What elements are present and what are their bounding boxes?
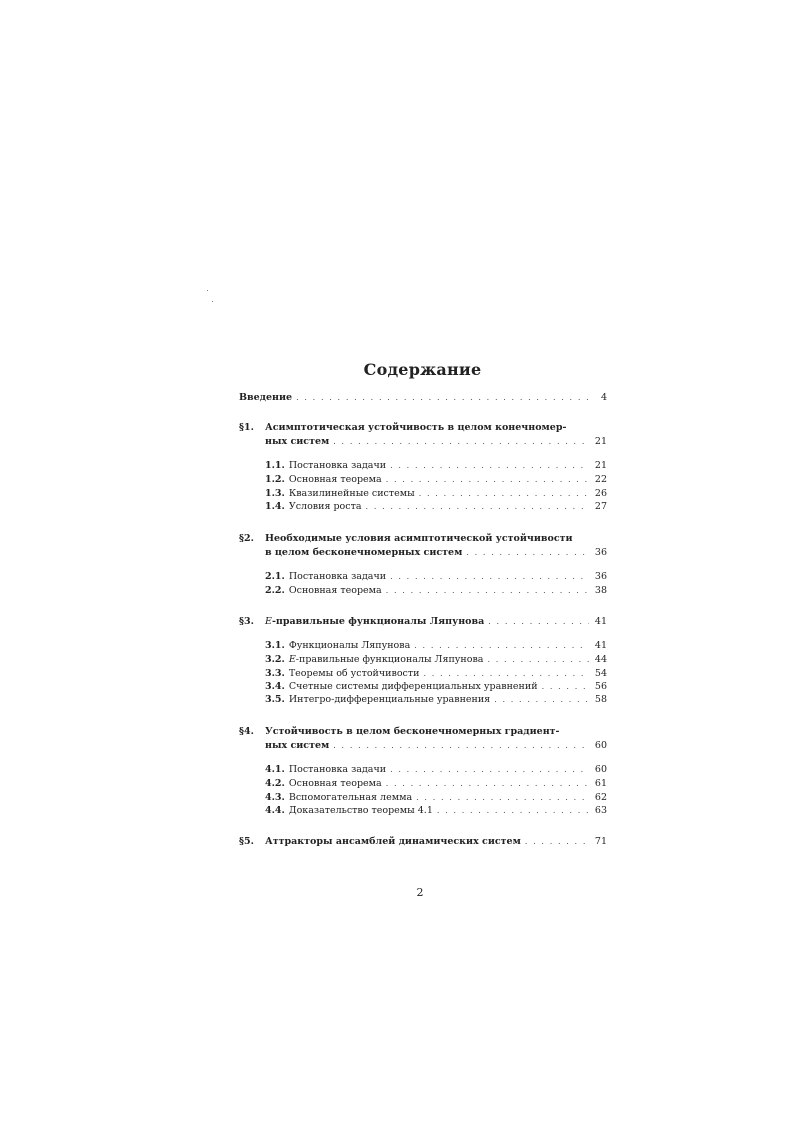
subentry-page: 41 <box>594 640 607 651</box>
scan-speck <box>212 301 213 302</box>
section-title-line2: ных систем <box>265 740 330 751</box>
subentry-number: 3.4. <box>265 681 285 692</box>
section-page: 71 <box>594 836 607 847</box>
toc-entry-intro <box>239 392 607 404</box>
subentry-number: 2.2. <box>265 585 285 596</box>
toc-section-2-title <box>239 533 573 545</box>
subentry-number: 1.3. <box>265 488 285 499</box>
subentry-page: 36 <box>594 571 607 582</box>
dot-leader <box>423 668 589 680</box>
subentry-number: 4.1. <box>265 764 285 775</box>
toc-subentry <box>265 764 607 776</box>
subentry-page: 62 <box>594 792 607 803</box>
toc-subentry <box>265 474 607 486</box>
subentry-page: 58 <box>594 694 607 705</box>
section-number: §1. <box>239 422 254 433</box>
dot-leader <box>466 547 589 559</box>
subentry-number: 4.3. <box>265 792 285 803</box>
subentry-number: 3.2. <box>265 654 285 665</box>
subentry-label-math: E <box>288 654 296 665</box>
subentry-number: 3.1. <box>265 640 285 651</box>
section-title-line1: Аттракторы ансамблей динамических систем <box>265 836 521 847</box>
subentry-label: Интегро-дифференциальные уравнения <box>288 694 491 705</box>
dot-leader <box>296 392 589 404</box>
dot-leader <box>525 836 589 848</box>
subentry-label: Вспомогательная лемма <box>288 792 413 803</box>
section-title-math: E <box>265 616 272 627</box>
section-number: §4. <box>239 726 254 737</box>
subentry-number: 2.1. <box>265 571 285 582</box>
subentry-number: 3.5. <box>265 694 285 705</box>
toc-section-1-title <box>239 422 566 434</box>
section-page: 21 <box>594 436 607 447</box>
subentry-page: 61 <box>594 778 607 789</box>
toc-section-5-title <box>239 836 607 848</box>
subentry-page: 21 <box>594 460 607 471</box>
dot-leader <box>386 474 589 486</box>
section-title-line1: -правильные функционалы Ляпунова <box>271 616 485 627</box>
toc-subentry <box>265 778 607 790</box>
dot-leader <box>390 460 589 472</box>
subentry-page: 63 <box>594 805 607 816</box>
toc-subentry <box>265 792 607 804</box>
toc-section-4-cont <box>265 740 607 752</box>
subentry-number: 3.3. <box>265 668 285 679</box>
section-title-line1: Асимптотическая устойчивость в целом конечномер- <box>265 422 567 433</box>
subentry-page: 38 <box>594 585 607 596</box>
dot-leader <box>333 740 589 752</box>
subentry-number: 1.1. <box>265 460 285 471</box>
toc-subentry <box>265 585 607 597</box>
section-title-line2: в целом бесконечномерных систем <box>265 547 463 558</box>
toc-heading: Содержание <box>363 360 482 379</box>
dot-leader <box>494 694 589 706</box>
section-title-line1: Необходимые условия асимптотической устойчивости <box>265 533 573 544</box>
section-title-line1: Устойчивость в целом бесконечномерных градиент- <box>265 726 560 737</box>
toc-subentry <box>265 501 607 513</box>
toc-section-3-title <box>239 616 607 628</box>
section-title-line2: ных систем <box>265 436 330 447</box>
toc-subentry <box>265 460 607 472</box>
subentry-label: Условия роста <box>288 501 362 512</box>
subentry-label: Теоремы об устойчивости <box>288 668 420 679</box>
scan-speck <box>207 290 208 291</box>
toc-subentry <box>265 805 607 817</box>
subentry-number: 4.2. <box>265 778 285 789</box>
toc-section-1-cont <box>265 436 607 448</box>
toc-subentry <box>265 488 607 500</box>
subentry-label: Квазилинейные системы <box>288 488 415 499</box>
subentry-page: 56 <box>594 681 607 692</box>
dot-leader <box>416 792 589 804</box>
subentry-label: Функционалы Ляпунова <box>288 640 411 651</box>
subentry-page: 54 <box>594 668 607 679</box>
toc-subentry <box>265 668 607 680</box>
subentry-label: Постановка задачи <box>288 571 387 582</box>
subentry-page: 22 <box>594 474 607 485</box>
subentry-number: 4.4. <box>265 805 285 816</box>
subentry-page: 60 <box>594 764 607 775</box>
subentry-label: Постановка задачи <box>288 460 387 471</box>
dot-leader <box>487 654 589 666</box>
dot-leader <box>419 488 589 500</box>
subentry-page: 26 <box>594 488 607 499</box>
toc-subentry <box>265 571 607 583</box>
subentry-page: 27 <box>594 501 607 512</box>
subentry-number: 1.4. <box>265 501 285 512</box>
toc-entry-page: 4 <box>600 392 607 403</box>
subentry-label: -правильные функционалы Ляпунова <box>295 654 484 665</box>
toc-entry-label: Введение <box>239 392 293 403</box>
toc-subentry <box>265 654 607 666</box>
toc-subentry <box>265 640 607 652</box>
toc-section-4-title <box>239 726 560 738</box>
toc-subentry <box>265 694 607 706</box>
section-page: 36 <box>594 547 607 558</box>
dot-leader <box>390 764 589 776</box>
section-number: §2. <box>239 533 254 544</box>
subentry-label: Счетные системы дифференциальных уравнений <box>288 681 538 692</box>
subentry-label: Основная теорема <box>288 474 382 485</box>
dot-leader <box>333 436 589 448</box>
page-number: 2 <box>416 886 424 899</box>
dot-leader <box>386 585 589 597</box>
subentry-page: 44 <box>594 654 607 665</box>
subentry-label: Постановка задачи <box>288 764 387 775</box>
dot-leader <box>437 805 589 817</box>
dot-leader <box>542 681 589 693</box>
toc-section-2-cont <box>265 547 607 559</box>
section-page: 60 <box>594 740 607 751</box>
section-page: 41 <box>594 616 607 627</box>
subentry-label: Основная теорема <box>288 778 382 789</box>
subentry-label: Основная теорема <box>288 585 382 596</box>
dot-leader <box>366 501 589 513</box>
dot-leader <box>414 640 589 652</box>
dot-leader <box>488 616 589 628</box>
subentry-number: 1.2. <box>265 474 285 485</box>
section-number: §5. <box>239 836 254 847</box>
toc-subentry <box>265 681 607 693</box>
subentry-label: Доказательство теоремы 4.1 <box>288 805 433 816</box>
dot-leader <box>390 571 589 583</box>
section-number: §3. <box>239 616 254 627</box>
dot-leader <box>386 778 589 790</box>
